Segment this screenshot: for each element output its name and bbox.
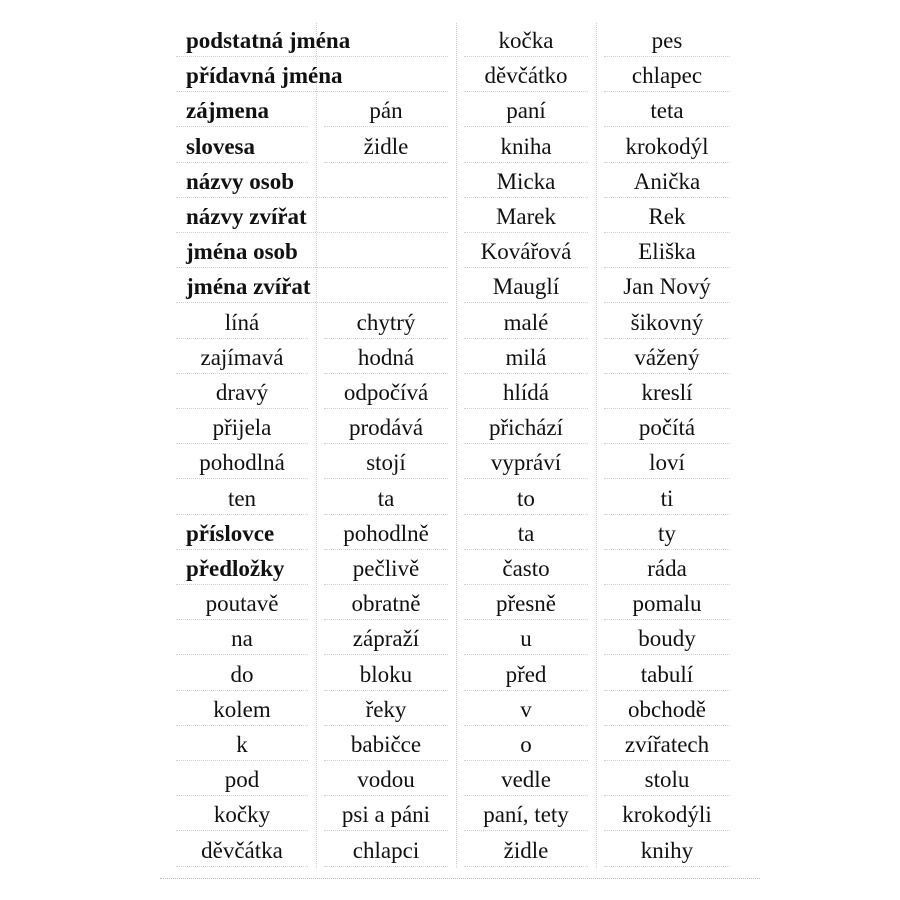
word-card: často <box>456 551 596 586</box>
word-card: pohodlně <box>316 516 456 551</box>
word-row <box>168 797 738 832</box>
word-row <box>168 129 738 164</box>
word-card: paní, tety <box>456 797 596 832</box>
word-card: počítá <box>596 410 738 445</box>
word-card: ty <box>596 516 738 551</box>
word-card: na <box>168 621 316 656</box>
word-card: zvířatech <box>596 727 738 762</box>
word-card: vážený <box>596 340 738 375</box>
word-card: chytrý <box>316 305 456 340</box>
word-card: krokodýli <box>596 797 738 832</box>
word-card: Marek <box>456 199 596 234</box>
category-card: zájmena <box>168 93 316 128</box>
category-card: přídavná jména <box>168 58 456 93</box>
word-row <box>168 164 738 199</box>
word-row <box>168 93 738 128</box>
word-card: ta <box>456 516 596 551</box>
word-row <box>168 340 738 375</box>
category-card: slovesa <box>168 129 316 164</box>
word-card: v <box>456 692 596 727</box>
word-row <box>168 58 738 93</box>
word-card: před <box>456 657 596 692</box>
category-card: jména zvířat <box>168 269 456 304</box>
word-row <box>168 621 738 656</box>
word-card: děvčátka <box>168 833 316 868</box>
word-card: židle <box>456 833 596 868</box>
word-card: teta <box>596 93 738 128</box>
word-card: Anička <box>596 164 738 199</box>
word-row <box>168 23 738 58</box>
word-card: Rek <box>596 199 738 234</box>
word-row <box>168 833 738 868</box>
category-card: jména osob <box>168 234 456 269</box>
word-card: pes <box>596 23 738 58</box>
word-card: děvčátko <box>456 58 596 93</box>
word-row <box>168 410 738 445</box>
word-card: stolu <box>596 762 738 797</box>
word-card: o <box>456 727 596 762</box>
word-row <box>168 727 738 762</box>
word-card: vypráví <box>456 445 596 480</box>
word-card: Jan Nový <box>596 269 738 304</box>
word-card: knihy <box>596 833 738 868</box>
word-card: paní <box>456 93 596 128</box>
word-row <box>168 481 738 516</box>
word-card: řeky <box>316 692 456 727</box>
word-card: pečlivě <box>316 551 456 586</box>
word-row <box>168 269 738 304</box>
word-card: milá <box>456 340 596 375</box>
category-card: názvy osob <box>168 164 456 199</box>
word-card: kočky <box>168 797 316 832</box>
word-card: prodává <box>316 410 456 445</box>
word-card: psi a páni <box>316 797 456 832</box>
word-card: u <box>456 621 596 656</box>
word-card: židle <box>316 129 456 164</box>
word-row <box>168 586 738 621</box>
word-card: líná <box>168 305 316 340</box>
word-card: dravý <box>168 375 316 410</box>
word-row <box>168 199 738 234</box>
word-card: kreslí <box>596 375 738 410</box>
word-card: malé <box>456 305 596 340</box>
word-card: babičce <box>316 727 456 762</box>
word-card: stojí <box>316 445 456 480</box>
word-card: ten <box>168 481 316 516</box>
word-card: zajímavá <box>168 340 316 375</box>
word-card: hodná <box>316 340 456 375</box>
word-card: vedle <box>456 762 596 797</box>
word-row <box>168 692 738 727</box>
word-row <box>168 762 738 797</box>
word-row <box>168 657 738 692</box>
category-card: podstatná jména <box>168 23 456 58</box>
word-card: bloku <box>316 657 456 692</box>
word-row <box>168 516 738 551</box>
word-row <box>168 551 738 586</box>
word-row <box>168 375 738 410</box>
word-card: přijela <box>168 410 316 445</box>
word-card: ti <box>596 481 738 516</box>
word-card: hlídá <box>456 375 596 410</box>
word-card: pod <box>168 762 316 797</box>
word-card: pomalu <box>596 586 738 621</box>
word-card: loví <box>596 445 738 480</box>
word-card: chlapci <box>316 833 456 868</box>
word-card: poutavě <box>168 586 316 621</box>
word-card: Micka <box>456 164 596 199</box>
word-card: k <box>168 727 316 762</box>
word-card: kniha <box>456 129 596 164</box>
word-card: chlapec <box>596 58 738 93</box>
word-card: obratně <box>316 586 456 621</box>
word-card: odpočívá <box>316 375 456 410</box>
word-card: tabulí <box>596 657 738 692</box>
word-row <box>168 445 738 480</box>
word-card: vodou <box>316 762 456 797</box>
word-row <box>168 305 738 340</box>
category-card: příslovce <box>168 516 316 551</box>
word-card-sheet <box>168 23 738 868</box>
word-row <box>168 234 738 269</box>
category-card: názvy zvířat <box>168 199 456 234</box>
word-card: Kovářová <box>456 234 596 269</box>
word-card: kolem <box>168 692 316 727</box>
word-card: Mauglí <box>456 269 596 304</box>
word-card: to <box>456 481 596 516</box>
word-card: obchodě <box>596 692 738 727</box>
word-card: krokodýl <box>596 129 738 164</box>
word-card: šikovný <box>596 305 738 340</box>
word-card: pán <box>316 93 456 128</box>
word-card: kočka <box>456 23 596 58</box>
word-card: přesně <box>456 586 596 621</box>
category-card: předložky <box>168 551 316 586</box>
word-card: pohodlná <box>168 445 316 480</box>
word-card: boudy <box>596 621 738 656</box>
word-card: zápraží <box>316 621 456 656</box>
word-card: Eliška <box>596 234 738 269</box>
word-card: ráda <box>596 551 738 586</box>
word-card: přichází <box>456 410 596 445</box>
word-card: ta <box>316 481 456 516</box>
word-card: do <box>168 657 316 692</box>
